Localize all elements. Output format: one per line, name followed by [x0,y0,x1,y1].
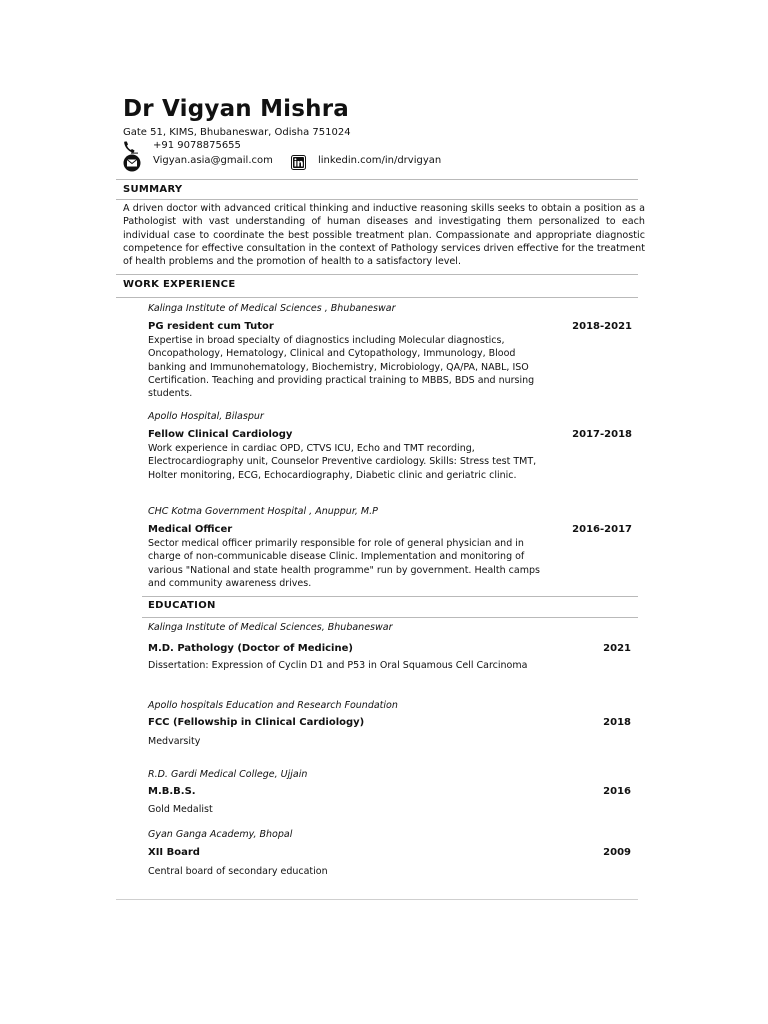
education-year: 2021 [603,643,631,654]
education-degree: XII Board [148,847,200,858]
address: Gate 51, KIMS, Bhubaneswar, Odisha 751024 [123,127,351,138]
phone-number: +91 9078875655 [153,140,241,151]
education-year: 2009 [603,847,631,858]
education-degree: M.D. Pathology (Doctor of Medicine) [148,643,353,654]
section-title-education: EDUCATION [148,600,216,611]
divider [142,617,638,618]
work-organization: CHC Kotma Government Hospital , Anuppur, M.P [148,506,378,517]
phone-icon [123,140,139,154]
work-role: Fellow Clinical Cardiology [148,429,293,440]
divider [116,179,638,180]
education-description: Gold Medalist [148,804,213,815]
work-role: PG resident cum Tutor [148,321,274,332]
divider [116,274,638,275]
linkedin-icon [291,155,306,170]
contact-row [123,154,643,172]
education-description: Dissertation: Expression of Cyclin D1 and P53 in Oral Squamous Cell Carcinoma [148,660,528,671]
divider [142,596,638,597]
work-role: Medical Officer [148,524,233,535]
education-degree: FCC (Fellowship in Clinical Cardiology) [148,717,365,728]
education-institution: Apollo hospitals Education and Research Foundation [148,700,398,711]
section-title-summary: SUMMARY [123,184,183,195]
mail-icon [123,154,141,172]
work-years: 2018-2021 [572,321,632,332]
education-description: Central board of secondary education [148,866,328,877]
education-institution: Gyan Ganga Academy, Bhopal [148,829,293,840]
education-description: Medvarsity [148,736,201,747]
work-description: Work experience in cardiac OPD, CTVS ICU, Echo and TMT recording, Electrocardiography unit, Counselor Preventive cardiology. Skills: Stress test TMT, Holter monitoring, ECG, Echocardiography, Diabetic clinic and geriatric clinic. [148,443,537,481]
work-organization: Apollo Hospital, Bilaspur [148,411,264,422]
summary-text: A driven doctor with advanced critical thinking and inductive reasoning skills seeks to obtain a position as a Pathologist with vast understanding of human diseases and investigating them personalized to each individual case to coordinate the best possible treatment plan. Compassionate and appropriate diagnostic competence for effective consultation in the context of Pathology services driven effective for the treatment of health problems and the promotion of health to a satisfactory level. [123,203,645,268]
divider [116,297,638,298]
education-institution: Kalinga Institute of Medical Sciences, Bhubaneswar [148,622,393,633]
section-title-work: WORK EXPERIENCE [123,279,236,290]
divider [116,199,638,200]
education-year: 2016 [603,786,631,797]
candidate-name: Dr Vigyan Mishra [123,96,349,122]
education-institution: R.D. Gardi Medical College, Ujjain [148,769,308,780]
email-link[interactable]: Vigyan.asia@gmail.com [153,155,273,166]
work-description: Expertise in broad specialty of diagnostics including Molecular diagnostics, Oncopathology, Hematology, Clinical and Cytopathology, Immunology, Blood banking and Immunohematology, Biochemistry, Microbiology, QA/PA, NABL, ISO Certification. Teaching and providing practical training to MBBS, BDS and nursing students. [148,335,535,400]
linkedin-link[interactable]: linkedin.com/in/drvigyan [318,155,442,166]
work-organization: Kalinga Institute of Medical Sciences , Bhubaneswar [148,303,396,314]
work-description: Sector medical officer primarily responsible for role of general physician and in charge of non-communicable disease Clinic. Implementation and monitoring of various "National and state health programme" run by government. Health camps and community awareness drives. [148,538,540,589]
work-years: 2016-2017 [572,524,632,535]
work-years: 2017-2018 [572,429,632,440]
education-degree: M.B.B.S. [148,786,196,797]
education-year: 2018 [603,717,631,728]
divider [116,899,638,900]
